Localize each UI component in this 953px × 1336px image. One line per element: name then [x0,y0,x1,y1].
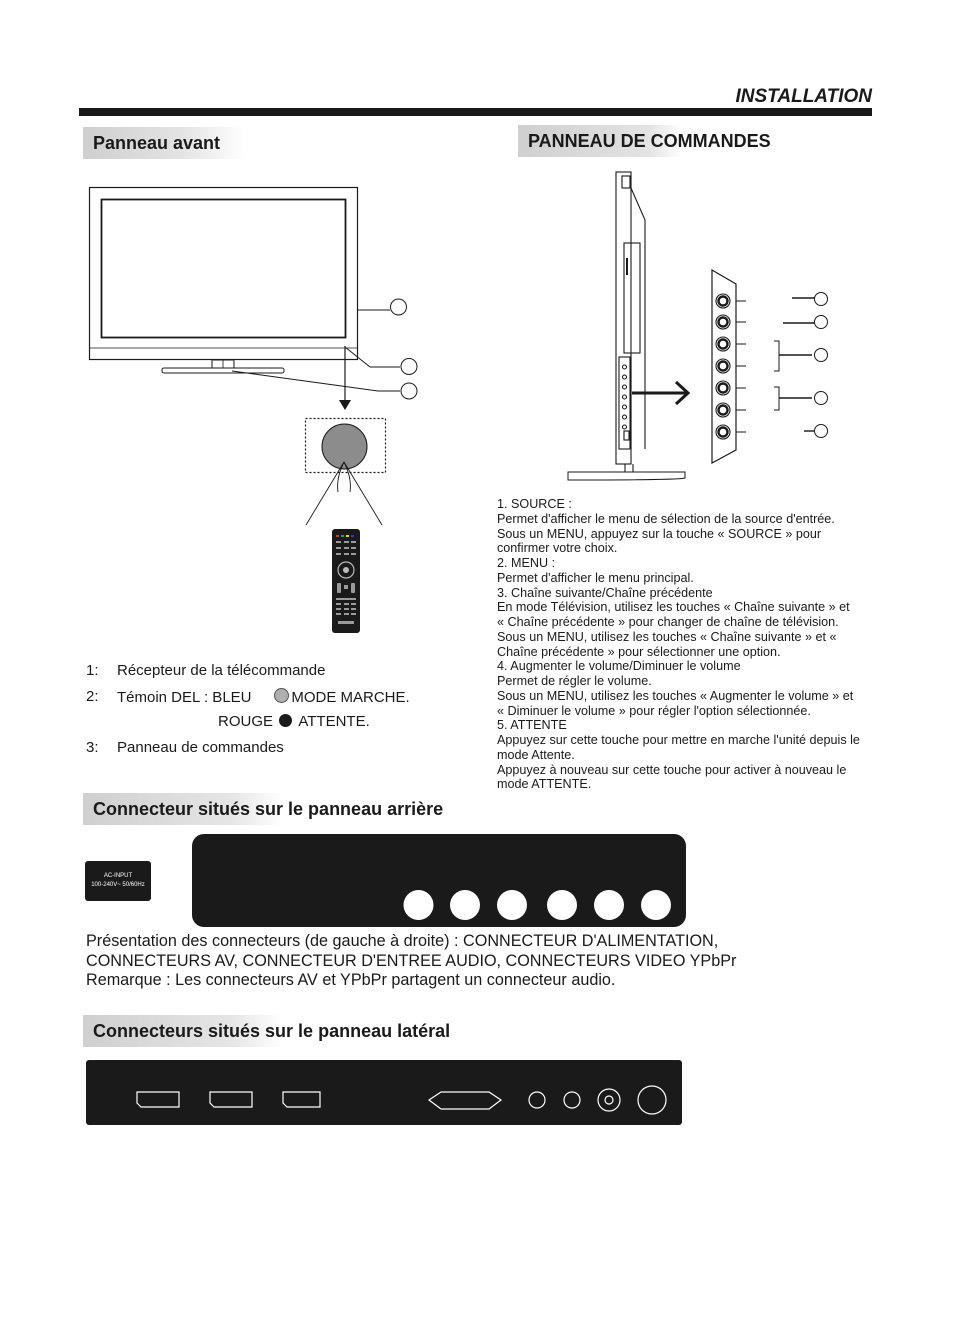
control-panel-description [497,497,902,792]
led-label-blue: Témoin DEL : BLEU [117,689,252,706]
desc-line: 4. Augmenter le volume/Diminuer le volume [497,659,741,674]
usb-port-icon [283,1092,320,1107]
info-line: Présentation des connecteurs (de gauche à droite) : CONNECTEUR D'ALIMENTATION, [86,932,719,950]
legend-num-2: 2: [86,688,99,705]
led-mode-on: MODE MARCHE. [291,689,410,706]
desc-line: Permet de régler le volume. [497,674,652,688]
section-title-control-panel: PANNEAU DE COMMANDES [518,125,818,157]
blue-led-dot-icon [274,688,289,703]
rear-connector-jack [641,890,671,920]
red-led-dot-icon [279,714,292,727]
desc-line: Sous un MENU, utilisez les touches « Chaîne suivante » et « [497,629,837,644]
desc-line: 2. MENU : [497,556,556,570]
ac-input-rating: 100-240V~ 50/60Hz [91,882,145,888]
antenna-port-icon [598,1089,620,1111]
rear-connectors [192,834,686,927]
section-title-rear-connectors: Connecteur situés sur le panneau arrière [83,793,513,825]
front-panel-legend [86,662,486,772]
button-panel-detail [712,270,746,463]
ac-input-title: AC-INPUT [103,873,133,879]
desc-line: Permet d'afficher le menu de sélection de la source d'entrée. [497,511,835,526]
button-callouts [774,293,828,438]
info-line: CONNECTEURS AV, CONNECTEUR D'ENTREE AUDIO, CONNECTEURS VIDEO YPbPr [86,951,737,970]
led-label-red: ROUGE [218,713,274,730]
audio-jack-icon [529,1092,545,1108]
legend-text-2b [218,713,370,730]
audio-jack-icon [564,1092,580,1108]
desc-line: Sous un MENU, utilisez les touches « Augmenter le volume » et [497,688,854,703]
rear-connector-info [86,932,846,991]
section-title-side-connectors: Connecteurs situés sur le panneau latéral [83,1015,513,1047]
desc-line: Sous un MENU, appuyez sur la touche « SOURCE » pour [497,526,822,541]
rear-connector-jack [404,890,434,920]
desc-line: Appuyez sur cette touche pour mettre en marche l'unité depuis le [497,733,860,747]
info-line: Remarque : Les connecteurs AV et YPbPr partagent un connecteur audio. [86,971,616,989]
desc-line: 1. SOURCE : [497,497,572,511]
legend-text-2 [117,688,410,706]
desc-line: Permet d'afficher le menu principal. [497,570,694,585]
desc-line: confirmer votre choix. [497,541,618,556]
legend-text-1: Récepteur de la télécommande [117,662,326,679]
rear-connector-jack [547,890,577,920]
hdmi-port-icon [210,1092,252,1107]
desc-line: 3. Chaîne suivante/Chaîne précédente [497,585,713,600]
desc-line: « Diminuer le volume » pour régler l'option sélectionnée. [497,703,811,718]
vga-port-icon [429,1092,501,1109]
scart-port-icon [638,1086,666,1114]
desc-line: En mode Télévision, utilisez les touches « Chaîne suivante » et [497,600,850,615]
rear-connector-jack [594,890,624,920]
side-connectors [86,1060,682,1125]
desc-line: mode Attente. [497,747,575,762]
desc-line: mode ATTENTE. [497,777,592,792]
legend-text-3: Panneau de commandes [117,739,284,756]
desc-line: 5. ATTENTE [497,718,567,733]
ac-input-label [85,861,151,901]
rear-connector-jack [450,890,480,920]
hdmi-port-icon [137,1092,179,1107]
legend-num-1: 1: [86,662,99,679]
legend-num-3: 3: [86,739,99,756]
desc-line: Appuyez à nouveau sur cette touche pour activer à nouveau le [497,762,847,777]
antenna-port-center [605,1096,613,1104]
section-title-front-panel: Panneau avant [83,127,245,159]
panel-arrow [632,382,688,404]
tv-side-view [568,172,685,480]
desc-line: Chaîne précédente » pour sélectionner une option. [497,644,781,659]
desc-line: « Chaîne précédente » pour changer de chaîne de télévision. [497,615,839,629]
led-mode-standby: ATTENTE. [298,713,370,730]
rear-connector-jack [497,890,527,920]
page-header: INSTALLATION [735,86,872,107]
